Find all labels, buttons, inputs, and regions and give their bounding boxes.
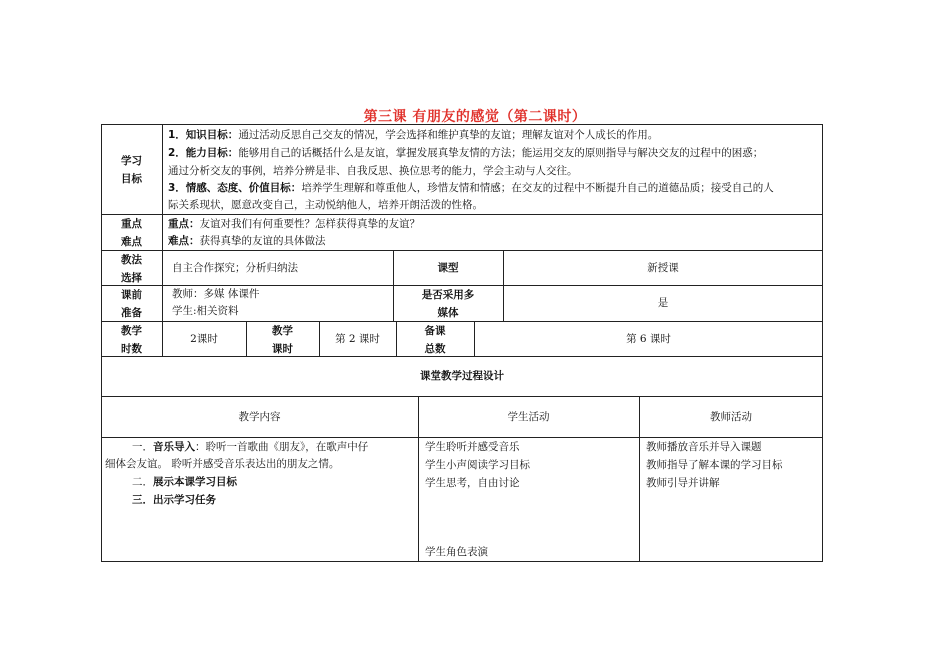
content-item-3-title: 出示学习任务 <box>153 494 216 506</box>
content-item-1-text: ：聆听一首歌曲《朋友》，在歌声中仔 <box>195 441 369 453</box>
multimedia-label: 是否采用多 媒体 <box>421 289 475 319</box>
content-item-3-num: 三． <box>132 494 153 506</box>
header-teacher-activity: 教师活动 <box>710 411 752 423</box>
column-divider <box>162 124 163 356</box>
difficult-point-text: 获得真挚的友谊的具体做法 <box>199 235 326 247</box>
content-item-2-num: 二． <box>132 476 153 488</box>
row-divider <box>101 250 823 251</box>
content-item-2 <box>132 473 237 491</box>
difficult-point <box>168 232 326 250</box>
lesson-type-value: 新授课 <box>647 262 679 274</box>
knowledge-objective-text: 通过活动反思自己交友的情况，学会选择和维护真挚的友谊；理解友谊对个人成长的作用。 <box>238 129 659 141</box>
student-activity-2: 学生小声阅读学习目标 <box>425 459 530 471</box>
content-item-1 <box>132 438 368 456</box>
teacher-activity-1: 教师播放音乐并导入课题 <box>646 441 762 453</box>
hours-value: 2课时 <box>190 333 218 345</box>
student-activity-3: 学生思考，自由讨论 <box>425 477 520 489</box>
period-label: 教学 课时 <box>272 325 293 355</box>
student-activity-4: 学生角色表演 <box>425 546 488 558</box>
hours-label: 教学 时数 <box>121 325 142 355</box>
period-value: 第 2 课时 <box>335 333 380 345</box>
key-point-title: 重点： <box>168 218 200 230</box>
method-value: 自主合作探究；分析归纳法 <box>172 262 298 274</box>
page-title: 第三课 有朋友的感觉（第二课时） <box>363 109 587 125</box>
total-value: 第 6 课时 <box>626 333 671 345</box>
prep-teacher: 教师：多媒 体课件 <box>172 288 260 300</box>
header-teaching-content: 教学内容 <box>238 411 281 423</box>
total-label: 备课 总数 <box>424 325 446 355</box>
teacher-activity-3: 教师引导并讲解 <box>646 477 720 489</box>
row-divider <box>101 396 823 397</box>
content-item-1-cont: 细体会友谊。 聆听并感受音乐表达出的朋友之情。 <box>105 458 340 470</box>
ability-objective-title: 2．能力目标： <box>168 147 239 159</box>
content-item-3 <box>132 491 216 509</box>
prep-student: 学生:相关资料 <box>172 305 239 317</box>
multimedia-value: 是 <box>657 297 669 309</box>
lesson-type-label: 课型 <box>437 262 459 274</box>
ability-objective-text: 能够用自己的话概括什么是友谊，掌握发展真挚友情的方法；能运用交友的原则指导与解决交友的过程中的困惑； <box>238 147 764 159</box>
teacher-activity-2: 教师指导了解本课的学习目标 <box>646 459 783 471</box>
emotion-objective-title: 3．情感、态度、价值目标： <box>168 182 302 194</box>
key-point <box>168 215 420 233</box>
emotion-objective-text: 培养学生理解和尊重他人，珍惜友情和情感；在交友的过程中不断提升自己的道德品质；接受自己的人 <box>301 182 774 194</box>
emotion-objective <box>168 179 774 197</box>
difficult-point-title: 难点： <box>168 235 200 247</box>
knowledge-objective <box>168 126 658 144</box>
content-item-1-title: 音乐导入 <box>153 441 195 453</box>
key-point-text: 友谊对我们有何重要性？怎样获得真挚的友谊？ <box>199 218 420 230</box>
design-title: 课堂教学过程设计 <box>420 370 504 382</box>
objectives-label: 学习 目标 <box>121 155 142 185</box>
header-student-activity: 学生活动 <box>507 411 550 423</box>
key-points-label: 重点 难点 <box>121 218 142 248</box>
method-label: 教法 选择 <box>121 254 142 284</box>
content-item-1-num: 一． <box>132 441 153 453</box>
student-activity-1: 学生聆听并感受音乐 <box>425 441 520 453</box>
knowledge-objective-title: 1．知识目标： <box>168 129 239 141</box>
ability-objective-cont: 通过分析交友的事例，培养分辨是非、自我反思、换位思考的能力，学会主动与人交往。 <box>168 165 578 177</box>
ability-objective <box>168 144 763 162</box>
prep-label: 课前 准备 <box>121 289 142 319</box>
emotion-objective-cont: 际关系现状，愿意改变自己，主动悦纳他人，培养开朗活泼的性格。 <box>168 199 483 211</box>
content-item-2-title: 展示本课学习目标 <box>153 476 237 488</box>
